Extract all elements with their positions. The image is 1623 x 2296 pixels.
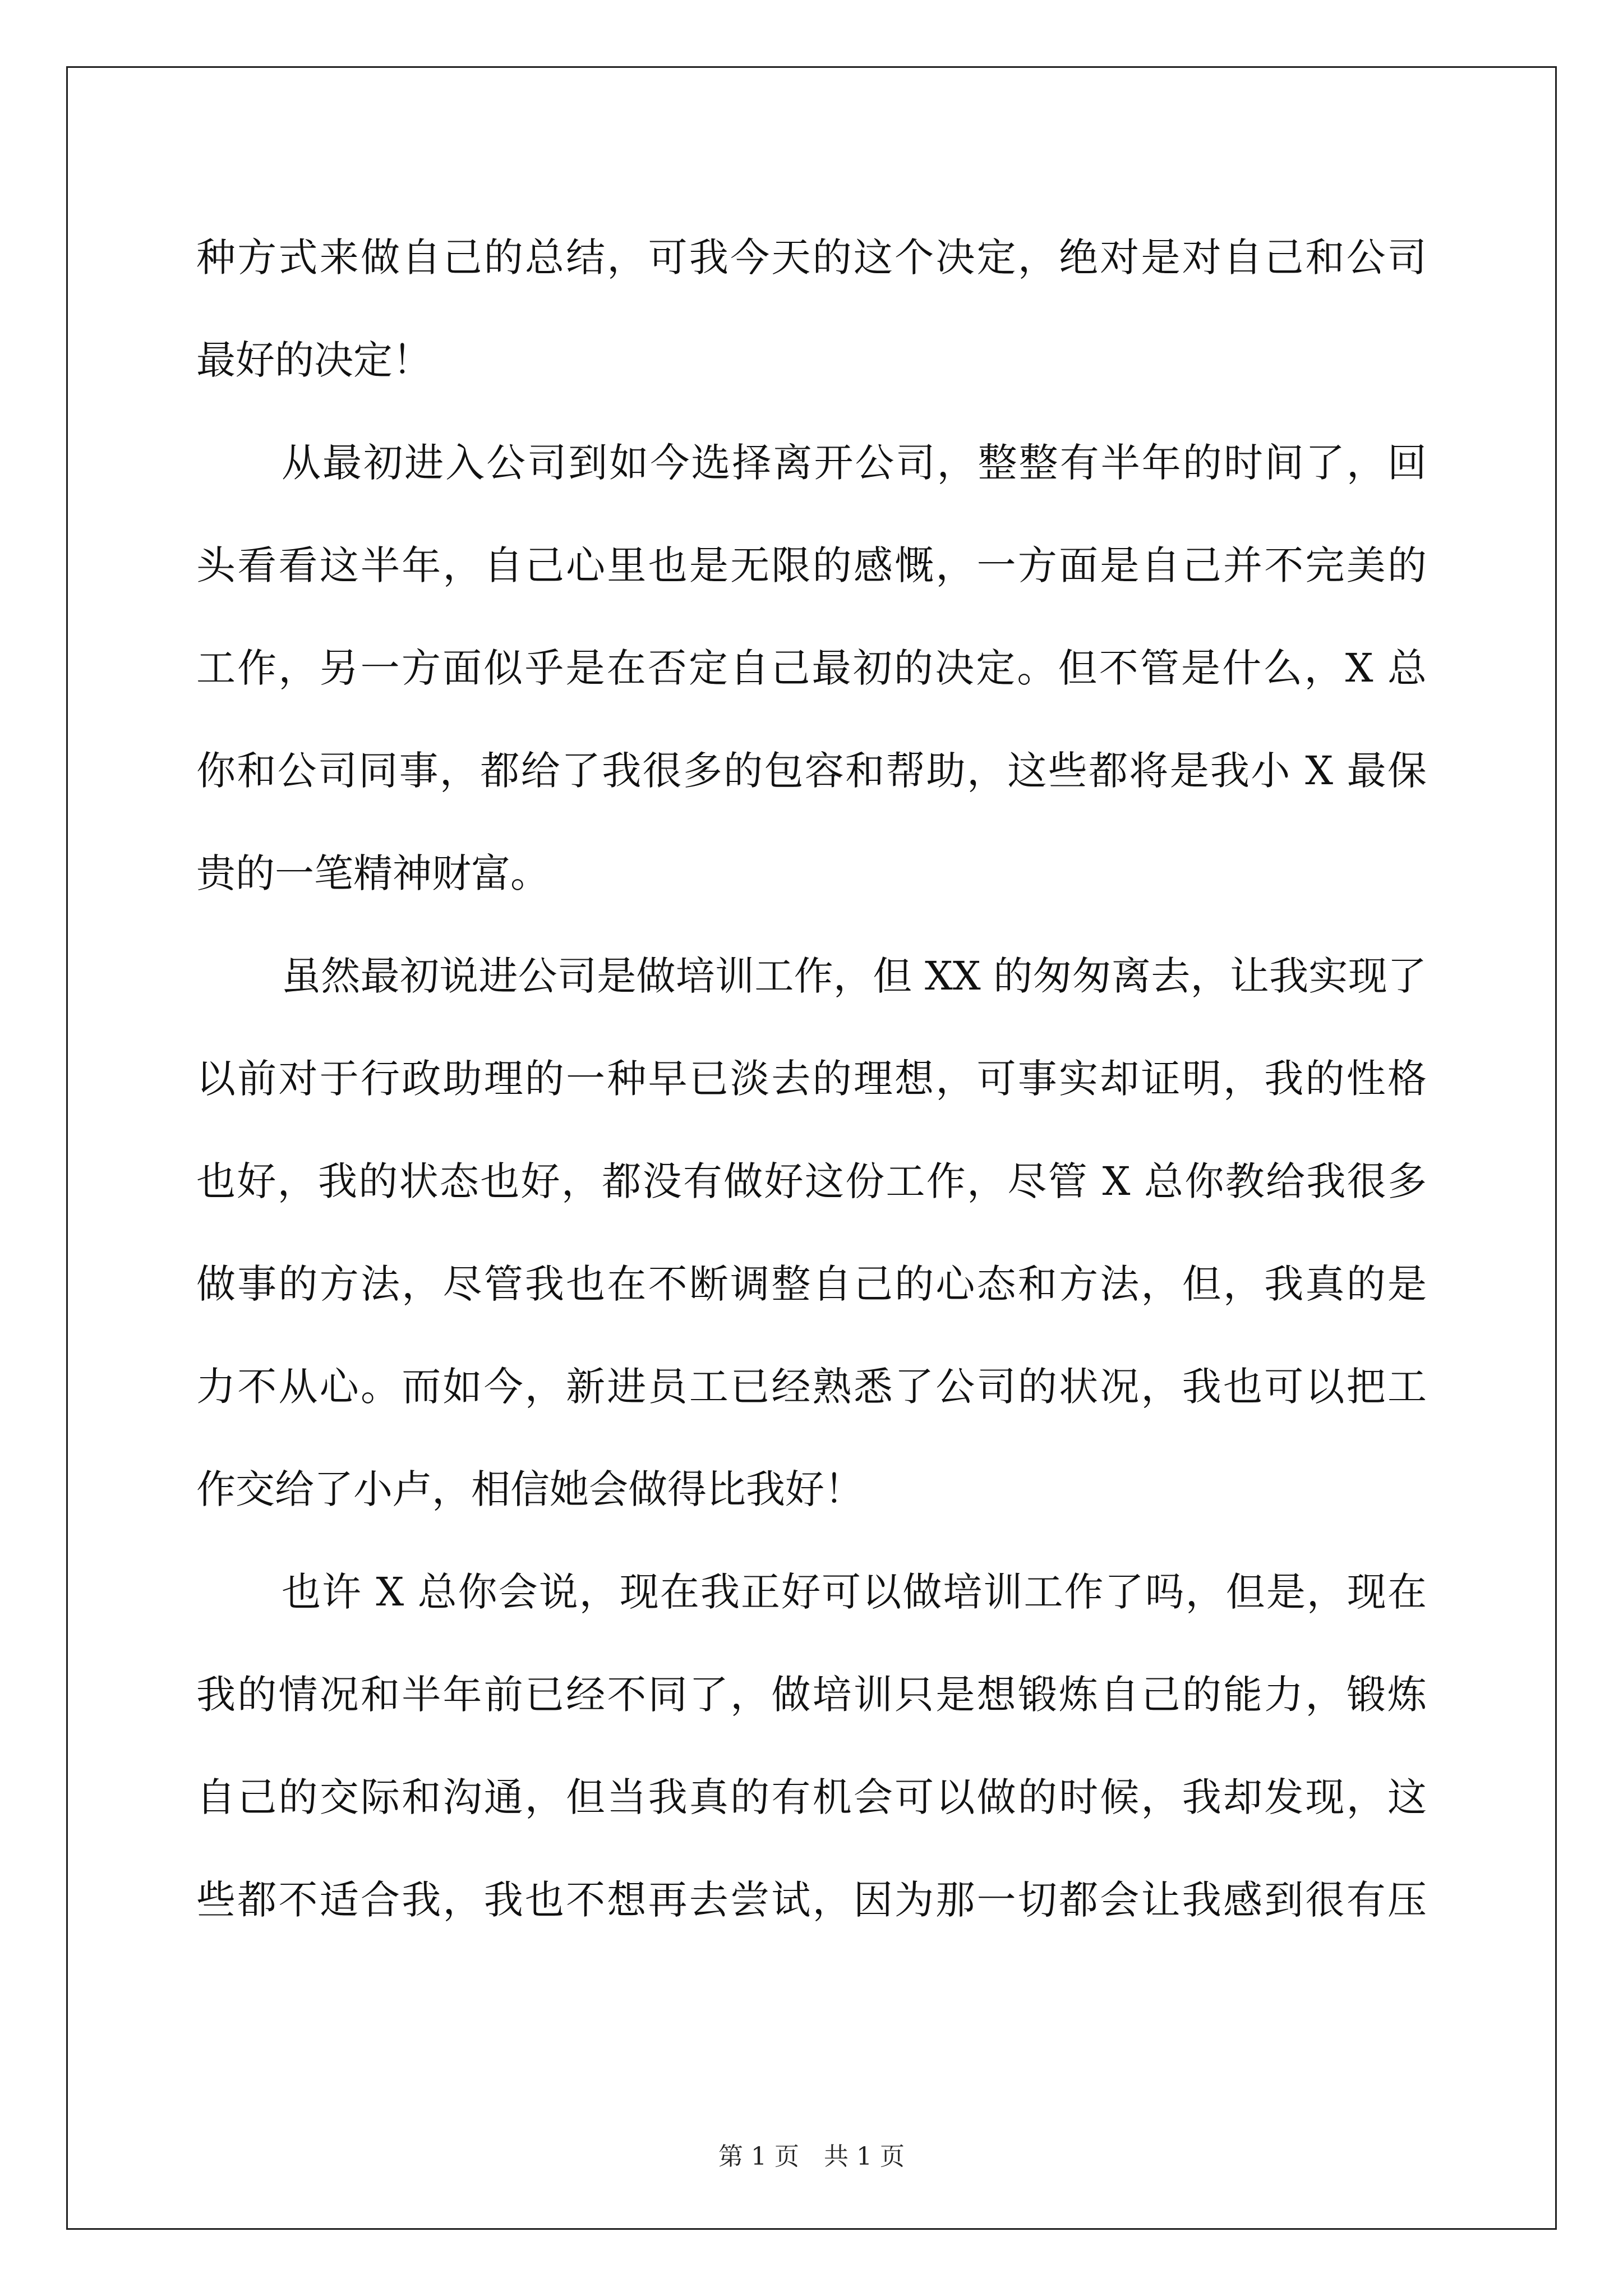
document-body [196, 206, 1427, 1952]
text-line: 你和公司同事，都给了我很多的包容和帮助，这些都将是我小 X 最保 [196, 748, 1427, 794]
page-footer: 第 1 页 共 1 页 [718, 2142, 905, 2171]
text-line: 从最初进入公司到如今选择离开公司，整整有半年的时间了，回 [282, 440, 1427, 486]
text-line: 虽然最初说进公司是做培训工作，但 XX 的匆匆离去，让我实现了 [282, 953, 1427, 999]
text-line: 工作，另一方面似乎是在否定自己最初的决定。但不管是什么，X 总 [196, 645, 1427, 691]
text-line: 也好，我的状态也好，都没有做好这份工作，尽管 X 总你教给我很多 [196, 1158, 1427, 1204]
text-line: 种方式来做自己的总结，可我今天的这个决定，绝对是对自己和公司 [196, 234, 1427, 280]
text-line: 做事的方法，尽管我也在不断调整自己的心态和方法，但，我真的是 [196, 1261, 1427, 1307]
text-line: 自己的交际和沟通，但当我真的有机会可以做的时候，我却发现，这 [196, 1774, 1427, 1820]
text-line: 也许 X 总你会说，现在我正好可以做培训工作了吗，但是，现在 [282, 1569, 1427, 1615]
text-line: 头看看这半年，自己心里也是无限的感慨，一方面是自己并不完美的 [196, 542, 1427, 588]
text-line: 我的情况和半年前已经不同了，做培训只是想锻炼自己的能力，锻炼 [196, 1672, 1427, 1718]
text-line: 作交给了小卢，相信她会做得比我好！ [196, 1466, 864, 1512]
text-line: 些都不适合我，我也不想再去尝试，因为那一切都会让我感到很有压 [196, 1877, 1427, 1923]
text-line: 贵的一笔精神财富。 [196, 850, 550, 896]
text-line: 最好的决定！ [196, 337, 432, 383]
text-line: 以前对于行政助理的一种早已淡去的理想，可事实却证明，我的性格 [196, 1056, 1427, 1102]
text-line: 力不从心。而如今，新进员工已经熟悉了公司的状况，我也可以把工 [196, 1364, 1427, 1410]
